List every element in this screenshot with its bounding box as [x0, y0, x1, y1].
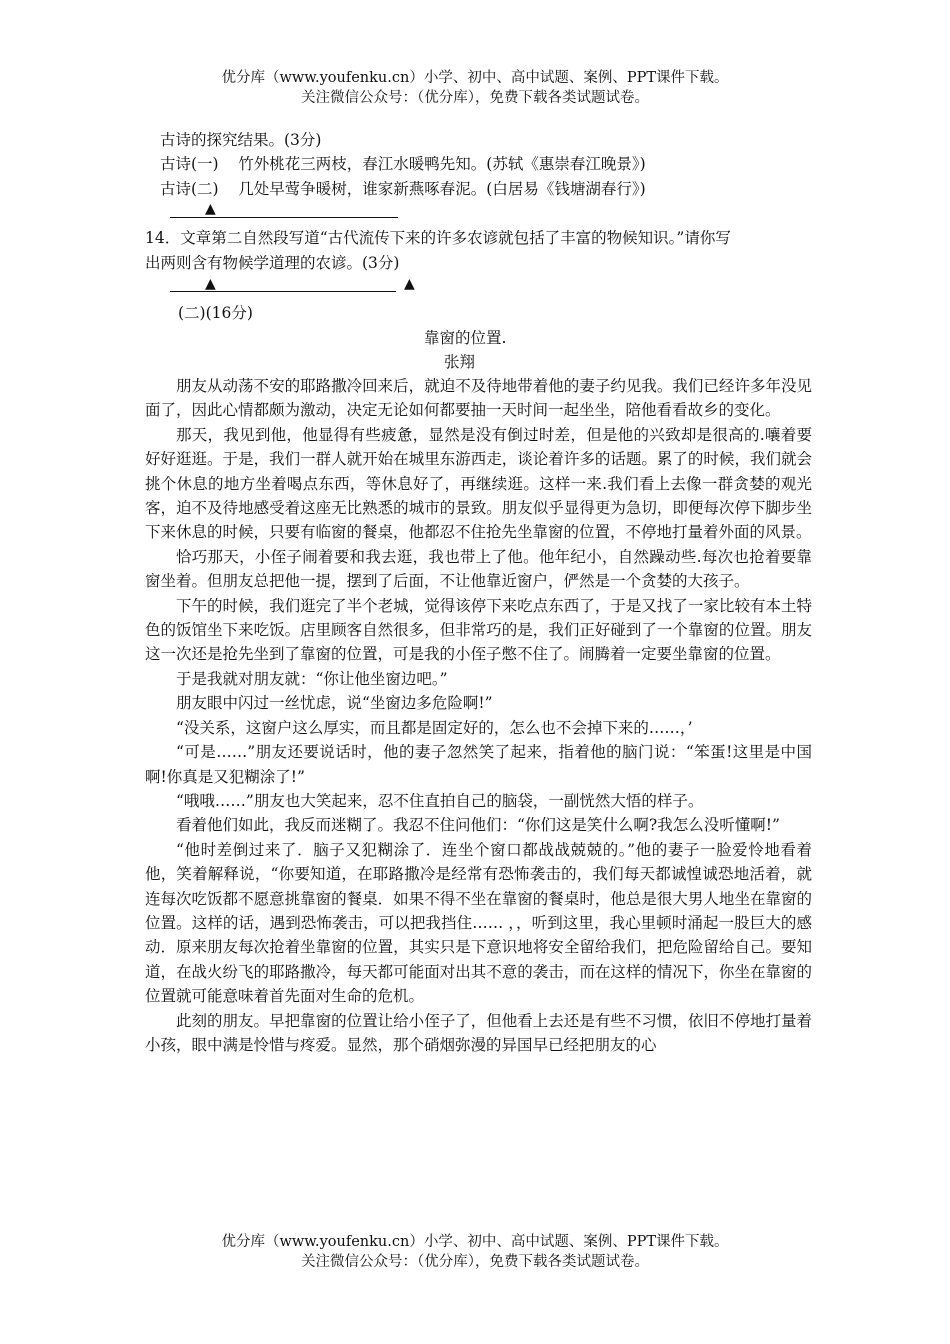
paragraph: 下午的时候，我们逛完了半个老城，觉得该停下来吃点东西了，于是又找了一家比较有本土特色的饭馆坐下来吃饭。店里顾客自然很多，但非常巧的是，我们正好碰到了一个靠窗的位置。朋友这一次还是抢先坐到了靠窗的位置，可是我的小侄子憋不住了。闹腾着一定要坐靠窗的位置。	[145, 596, 812, 664]
header-line-2: 关注微信公众号：（优分库），免费下载各类试题试卷。	[301, 90, 649, 106]
article-author: 张翔	[444, 353, 476, 371]
paragraph: 朋友眼中闪过一丝忧虑，说“坐窗边多危险啊!”	[176, 694, 493, 713]
article-body	[145, 374, 812, 1057]
page-header	[0, 68, 950, 108]
paragraph: 那天，我见到他，他显得有些疲惫，显然是没有倒过时差，但是他的兴致却是很高的.嚷着要好好逛逛。于是，我们一群人就开始在城里东游西走，谈论着许多的话题。累了的时候，我们就会挑个休息的地方坐着喝点东西，等休息好了，再继续逛。这样一来.我们看上去像一群贪婪的观光客，迫不及待地感受着这座无比熟悉的城市的景致。朋友似乎显得更为急切，即便每次停下脚步坐下来休息的时候，只要有临窗的餐桌，他都忍不住抢先坐靠窗的位置，不停地打量着外面的风景。	[145, 425, 812, 542]
paragraph: 于是我就对朋友就：“你让他坐窗边吧。”	[176, 669, 448, 688]
paragraph: “他时差倒过来了．脑子又犯糊涂了．连坐个窗口都战战兢兢的。”他的妻子一脸爱怜地看着他，笑着解释说，“你要知道，在耶路撒冷是经常有恐怖袭击的，我们每天都诚惶诚恐地活着，就连每次吃饭都不愿意挑靠窗的餐桌．如果不得不坐在靠窗的餐桌时，他总是很大男人地坐在靠窗的位置。这样的话，遇到恐怖袭击，可以把我挡住…… ，，听到这里，我心里顿时涌起一股巨大的感动．原来朋友每次抢着坐靠窗的位置，其实只是下意识地将安全留给我们，把危险留给自己。要知道，在战火纷飞的耶路撒冷，每天都可能面对出其不意的袭击，而在这样的情况下，你坐在靠窗的位置就可能意味着首先面对生命的危机。	[145, 840, 812, 1006]
paragraph: “哦哦……”朋友也大笑起来，忍不住直拍自己的脑袋，一副恍然大悟的样子。	[176, 791, 704, 810]
header-line-1: 优分库（www.youfenku.cn）小学、初中、高中试题、案例、PPT课件下载。	[221, 70, 729, 86]
paragraph: 看着他们如此，我反而迷糊了。我忍不住问他们：“你们这是笑什么啊?我怎么没听懂啊!”	[176, 816, 780, 835]
q14-answer-mark-2: ▲	[404, 276, 415, 292]
q13-poem-2: 古诗(二) 几处早莺争暖树，谁家新燕啄春泥。(白居易《钱塘湖春行》)	[160, 180, 646, 198]
page-footer	[0, 1232, 950, 1272]
paragraph: 恰巧那天，小侄子闹着要和我去逛，我也带上了他。他年纪小，自然躁动些.每次也抢着要靠窗坐着。但朋友总把他一提，摆到了后面，不让他靠近窗户，俨然是一个贪婪的大孩子。	[145, 547, 812, 591]
q14-line-2: 出两则含有物候学道理的农谚。(3分)	[145, 254, 400, 272]
article-title: 靠窗的位置.	[424, 329, 507, 347]
footer-line-1: 优分库（www.youfenku.cn）小学、初中、高中试题、案例、PPT课件下载。	[221, 1234, 729, 1250]
section-label: (二)(16分)	[178, 304, 253, 322]
paragraph: 此刻的朋友。早把靠窗的位置让给小侄子了，但他看上去还是有些不习惯，依旧不停地打量着小孩，眼中满是怜惜与疼爱。显然，那个硝烟弥漫的异国早已经把朋友的心	[145, 1011, 812, 1054]
q13-intro: 古诗的探究结果。(3分)	[160, 131, 322, 149]
q14-answer-mark-1: ▲	[205, 276, 216, 292]
q14-answer-line	[170, 291, 396, 292]
paragraph: “可是……”朋友还要说话时，他的妻子忽然笑了起来，指着他的脑门说：“笨蛋!这里是中国啊!你真是又犯糊涂了!”	[145, 743, 812, 786]
paragraph: 朋友从动荡不安的耶路撒冷回来后，就迫不及待地带着他的妻子约见我。我们已经许多年没见面了，因此心情都颇为激动，决定无论如何都要抽一天时间一起坐坐，陪他看看故乡的变化。	[145, 377, 812, 420]
q13-answer-line	[170, 217, 398, 218]
footer-line-2: 关注微信公众号：（优分库），免费下载各类试题试卷。	[301, 1254, 649, 1270]
q13-answer-mark: ▲	[205, 201, 216, 217]
q13-poem-1: 古诗(一) 竹外桃花三两枝，春江水暖鸭先知。(苏轼《惠崇春江晚景》)	[160, 155, 646, 173]
q14-line-1: 14．文章第二自然段写道“古代流传下来的许多农谚就包括了丰富的物候知识。”请你写	[145, 229, 731, 247]
paragraph: “没关系，这窗户这么厚实，而且都是固定好的，怎么也不会掉下来的……，’	[176, 718, 693, 737]
